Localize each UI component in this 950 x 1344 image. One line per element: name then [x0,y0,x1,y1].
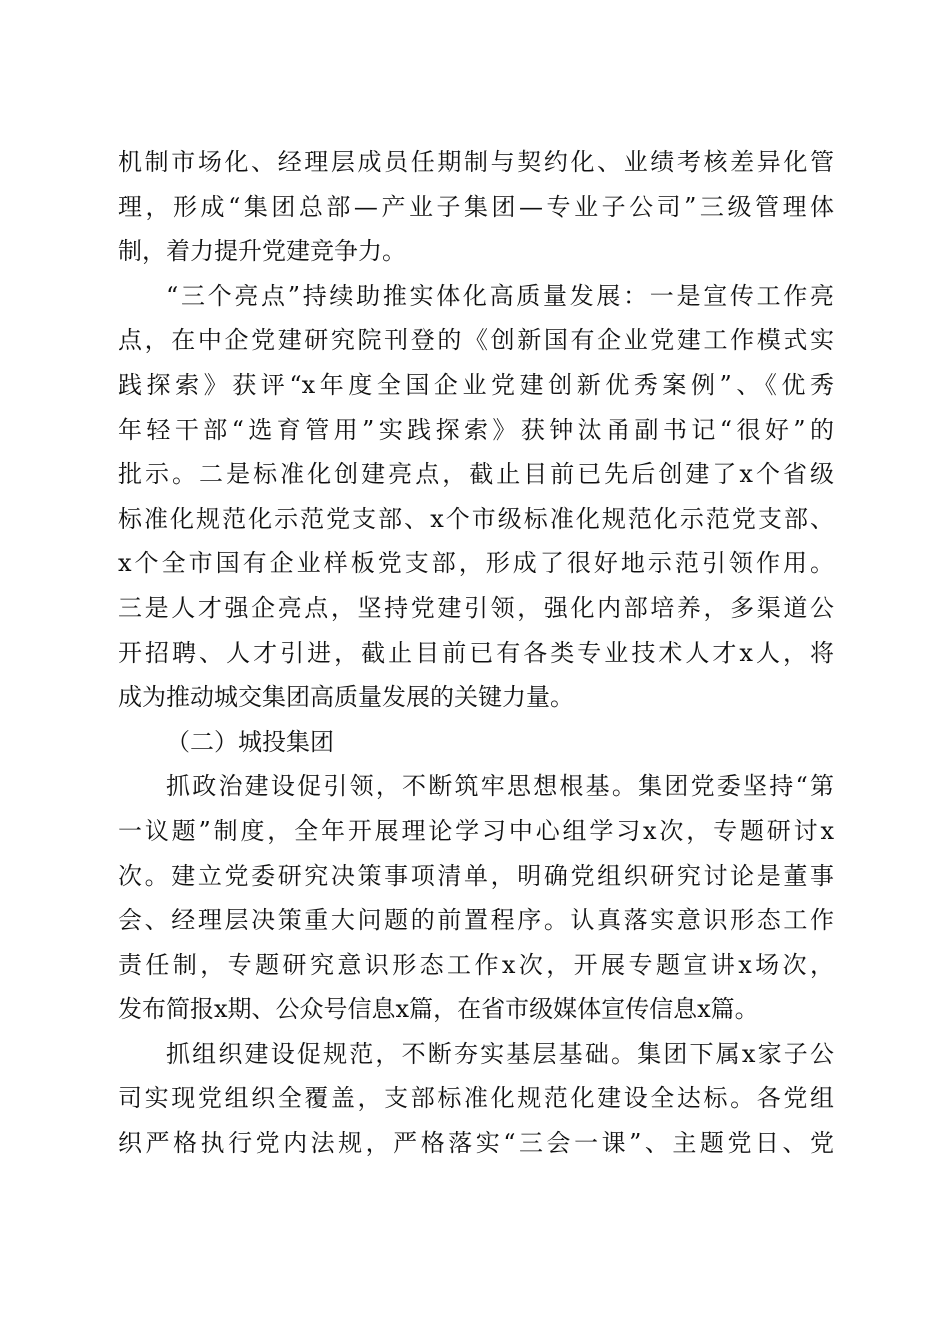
text-line: x个全市国有企业样板党支部，形成了很好地示范引领作用。 [118,549,834,578]
text-line: 批示。二是标准化创建亮点，截止目前已先后创建了x个省级 [118,460,834,489]
text-line: 司实现党组织全覆盖，支部标准化规范化建设全达标。各党组 [118,1084,834,1113]
document-page [118,140,834,1166]
text-line: 一议题”制度，全年开展理论学习中心组学习x次，专题研讨x [118,816,834,845]
text-line: 践探索》获评“x年度全国企业党建创新优秀案例”、《优秀 [118,370,834,399]
text-line: 机制市场化、经理层成员任期制与契约化、业绩考核差异化管 [118,148,834,176]
text-line: 发布简报x期、公众号信息x篇，在省市级媒体宣传信息x篇。 [118,995,759,1024]
text-line: 标准化规范化示范党支部、x个市级标准化规范化示范党支部、 [118,504,834,533]
text-line: 织严格执行党内法规，严格落实“三会一课”、主题党日、党 [118,1129,834,1158]
text-line: 抓政治建设促引领，不断筑牢思想根基。集团党委坚持“第 [166,772,834,801]
text-line: 成为推动城交集团高质量发展的关键力量。 [118,683,574,712]
text-line: 责任制，专题研究意识形态工作x次，开展专题宣讲x场次， [118,950,834,979]
text-line: “三个亮点”持续助推实体化高质量发展：一是宣传工作亮 [166,281,834,310]
text-line: 会、经理层决策重大问题的前置程序。认真落实意识形态工作 [118,906,834,935]
text-line: 年轻干部“选育管用”实践探索》获钟汰甬副书记“很好”的 [118,415,834,444]
text-line: 抓组织建设促规范，不断夯实基层基础。集团下属x家子公 [166,1039,834,1068]
text-line: 三是人才强企亮点，坚持党建引领，强化内部培养，多渠道公 [118,593,834,622]
text-line: 开招聘、人才引进，截止目前已有各类专业技术人才x人，将 [118,638,834,667]
text-line: 次。建立党委研究决策事项清单，明确党组织研究讨论是董事 [118,861,834,890]
text-line: 制，着力提升党建竞争力。 [118,237,406,266]
text-line: 理，形成“集团总部—产业子集团—专业子公司”三级管理体 [118,192,834,221]
text-line: 点，在中企党建研究院刊登的《创新国有企业党建工作模式实 [118,326,834,355]
section-heading: （二）城投集团 [166,727,334,756]
